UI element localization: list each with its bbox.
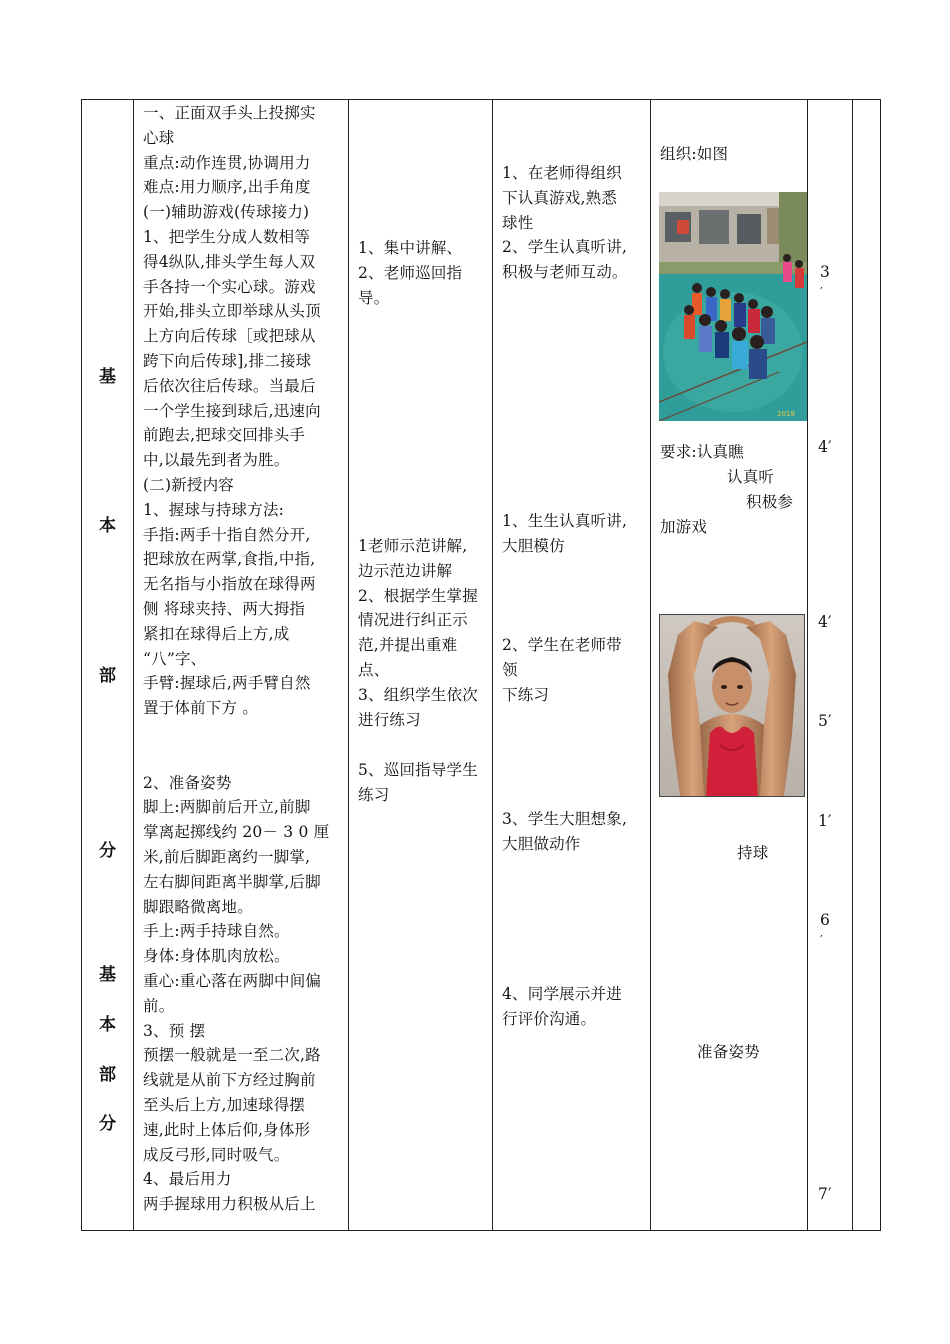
- teacher-line: 2、老师巡回指: [358, 263, 463, 282]
- section-label-char: 基: [99, 965, 116, 985]
- organization-requirement-line: 要求:认真瞧: [660, 443, 744, 461]
- teaching-content-line: 手上:两手持球自然。: [143, 922, 290, 941]
- section-label-char: 基: [99, 367, 116, 387]
- caption-hold-ball: 持球: [737, 844, 769, 862]
- teaching-content-line: 4、最后用力: [143, 1170, 232, 1189]
- teacher-line: 1老师示范讲解,: [358, 537, 468, 555]
- time-value: ′: [820, 933, 823, 947]
- teaching-content-line: 米,前后脚距离约一脚掌,: [143, 848, 311, 866]
- time-value: 7′: [818, 1185, 832, 1203]
- teaching-content-line: 左右脚间距离半脚掌,后脚: [143, 872, 321, 891]
- teacher-line: 情况进行纠正示: [358, 611, 468, 630]
- time-value: 5′: [818, 712, 832, 730]
- student-activity-block: [502, 633, 622, 707]
- teaching-content-line: 1、握球与持球方法:: [143, 500, 285, 519]
- time-value: 3: [820, 263, 831, 281]
- svg-text:2019: 2019: [777, 410, 795, 418]
- teaching-content-line: 前。: [143, 996, 175, 1015]
- teacher-line: 导。: [358, 288, 390, 307]
- student-line: 4、同学展示并进: [502, 985, 622, 1003]
- student-line: 2、学生在老师带: [502, 636, 622, 654]
- section-label-char: 本: [99, 516, 116, 536]
- teacher-activity-column: [349, 100, 492, 1230]
- teaching-content-line: 手臂:握球后,两手臂自然: [143, 674, 311, 693]
- student-line: 球性: [502, 213, 534, 232]
- section-label-char: 分: [99, 1114, 116, 1134]
- teacher-line: 1、集中讲解、: [358, 239, 463, 257]
- teacher-line: 2、根据学生掌握: [358, 586, 478, 605]
- teaching-content-line: 置于体前下方 。: [143, 699, 259, 718]
- teaching-content-line: 3、预 摆: [143, 1021, 206, 1040]
- student-line: 1、生生认真听讲,: [502, 512, 628, 530]
- section-label-char: 分: [99, 841, 116, 861]
- teaching-content-line: 把球放在两掌,食指,中指,: [143, 550, 316, 569]
- student-activity-column: [493, 100, 650, 1230]
- teaching-content-line: 得4纵队,排头学生每人双: [143, 252, 316, 271]
- caption-ready-posture: 准备姿势: [697, 1043, 760, 1061]
- student-line: 大胆做动作: [502, 834, 581, 853]
- organization-title: 组织:如图: [660, 145, 729, 163]
- time-value: 1′: [818, 812, 832, 830]
- teaching-content-line: 上方向后传球［或把球从: [143, 327, 316, 346]
- teaching-content-line: (二)新授内容: [143, 476, 234, 494]
- teaching-content-line: 掌离起掷线约 20－ 3 0 厘: [143, 823, 330, 842]
- organization-column: [651, 100, 807, 1230]
- teaching-content-line: 脚跟略微离地。: [143, 897, 253, 916]
- student-line: 领: [502, 660, 518, 679]
- playground-photo: [659, 192, 807, 421]
- teaching-content-line: 手各持一个实心球。游戏: [143, 277, 316, 296]
- teaching-content-line: 难点:用力顺序,出手角度: [143, 178, 311, 197]
- student-line: 2、学生认真听讲,: [502, 238, 628, 257]
- teaching-content-line: 后依次往后传球。当最后: [143, 376, 316, 395]
- teaching-content-line: 跨下向后传球],排二接球: [143, 352, 312, 370]
- teaching-content-line: 一、正面双手头上投掷实: [143, 104, 316, 122]
- teaching-content-line: 1、把学生分成人数相等: [143, 228, 311, 246]
- teaching-content-line: 重点:动作连贯,协调用力: [143, 153, 311, 172]
- student-activity-block: [502, 807, 627, 857]
- organization-requirement-line: 积极参: [746, 493, 794, 511]
- teaching-content-line: 手指:两手十指自然分开,: [143, 525, 311, 544]
- teacher-activity-block: [358, 534, 478, 732]
- lesson-plan-table: [81, 99, 881, 1231]
- student-line: 1、在老师得组织: [502, 164, 622, 182]
- time-value: ′: [820, 285, 823, 299]
- section-label-char: 本: [99, 1015, 116, 1035]
- teaching-content-line: 预摆一般就是一至二次,路: [143, 1046, 321, 1065]
- teacher-activity-block: [358, 758, 478, 808]
- figure-illustration: [659, 614, 805, 797]
- teaching-content-line: 速,此时上体后仰,身体形: [143, 1120, 311, 1139]
- teaching-content-line: 身体:身体肌肉放松。: [143, 947, 290, 966]
- section-label-char: 部: [99, 1065, 116, 1085]
- teaching-content-column: [134, 100, 348, 1230]
- teaching-content-line: 无名指与小指放在球得两: [143, 575, 316, 594]
- teacher-line: 边示范边讲解: [358, 561, 453, 580]
- time-value: 4′: [818, 438, 832, 456]
- student-line: 大胆模仿: [502, 536, 565, 555]
- remarks-column: [853, 100, 880, 1230]
- teaching-content-line: 成反弓形,同时吸气。: [143, 1145, 290, 1164]
- teacher-line: 点、: [358, 660, 390, 679]
- teacher-activity-block: [358, 236, 462, 310]
- teaching-content-line: 开始,排头立即举球从头顶: [143, 302, 321, 321]
- organization-requirement-line: 认真听: [727, 468, 775, 486]
- teaching-content-line: 前跑去,把球交回排头手: [143, 426, 306, 445]
- teaching-content-line: 侧 将球夹持、两大拇指: [143, 600, 306, 618]
- student-activity-block: [502, 509, 627, 559]
- teaching-content-line: 线就是从前下方经过胸前: [143, 1071, 316, 1090]
- teaching-content-line: “八”字、: [143, 649, 207, 668]
- student-line: 下认真游戏,熟悉: [502, 188, 618, 207]
- organization-requirement-line: 加游戏: [660, 518, 708, 536]
- teacher-line: 练习: [358, 785, 390, 804]
- section-label-char: 部: [99, 666, 116, 686]
- figure-illustration-image: [660, 615, 804, 796]
- student-line: 下练习: [502, 685, 550, 704]
- teaching-content-line: 脚上:两脚前后开立,前脚: [143, 798, 311, 817]
- teaching-content-line: 至头后上方,加速球得摆: [143, 1096, 306, 1114]
- teaching-content-line: 两手握球用力积极从后上: [143, 1195, 316, 1214]
- time-value: 6: [820, 911, 831, 929]
- teaching-content-line: 2、准备姿势: [143, 773, 232, 792]
- teacher-line: 范,并提出重难: [358, 636, 458, 655]
- teaching-content-line: (一)辅助游戏(传球接力): [143, 203, 310, 222]
- teacher-line: 5、巡回指导学生: [358, 761, 478, 779]
- teaching-content-line: 心球: [143, 128, 175, 147]
- time-column: [808, 100, 852, 1230]
- student-line: 3、学生大胆想象,: [502, 810, 628, 828]
- time-value: 4′: [818, 613, 832, 631]
- teaching-content-line: 紧扣在球得后上方,成: [143, 624, 290, 643]
- teacher-line: 进行练习: [358, 710, 421, 729]
- teaching-content-line: 中,以最先到者为胜。: [143, 451, 290, 470]
- section-label-column: [82, 100, 133, 1230]
- playground-photo-image: [659, 192, 807, 421]
- student-activity-block: [502, 982, 622, 1032]
- student-activity-block: [502, 161, 628, 285]
- teaching-content-line: 一个学生接到球后,迅速向: [143, 401, 321, 420]
- student-line: 积极与老师互动。: [502, 263, 628, 282]
- student-line: 行评价沟通。: [502, 1009, 597, 1028]
- teaching-content-line: 重心:重心落在两脚中间偏: [143, 972, 322, 990]
- teacher-line: 3、组织学生依次: [358, 685, 478, 704]
